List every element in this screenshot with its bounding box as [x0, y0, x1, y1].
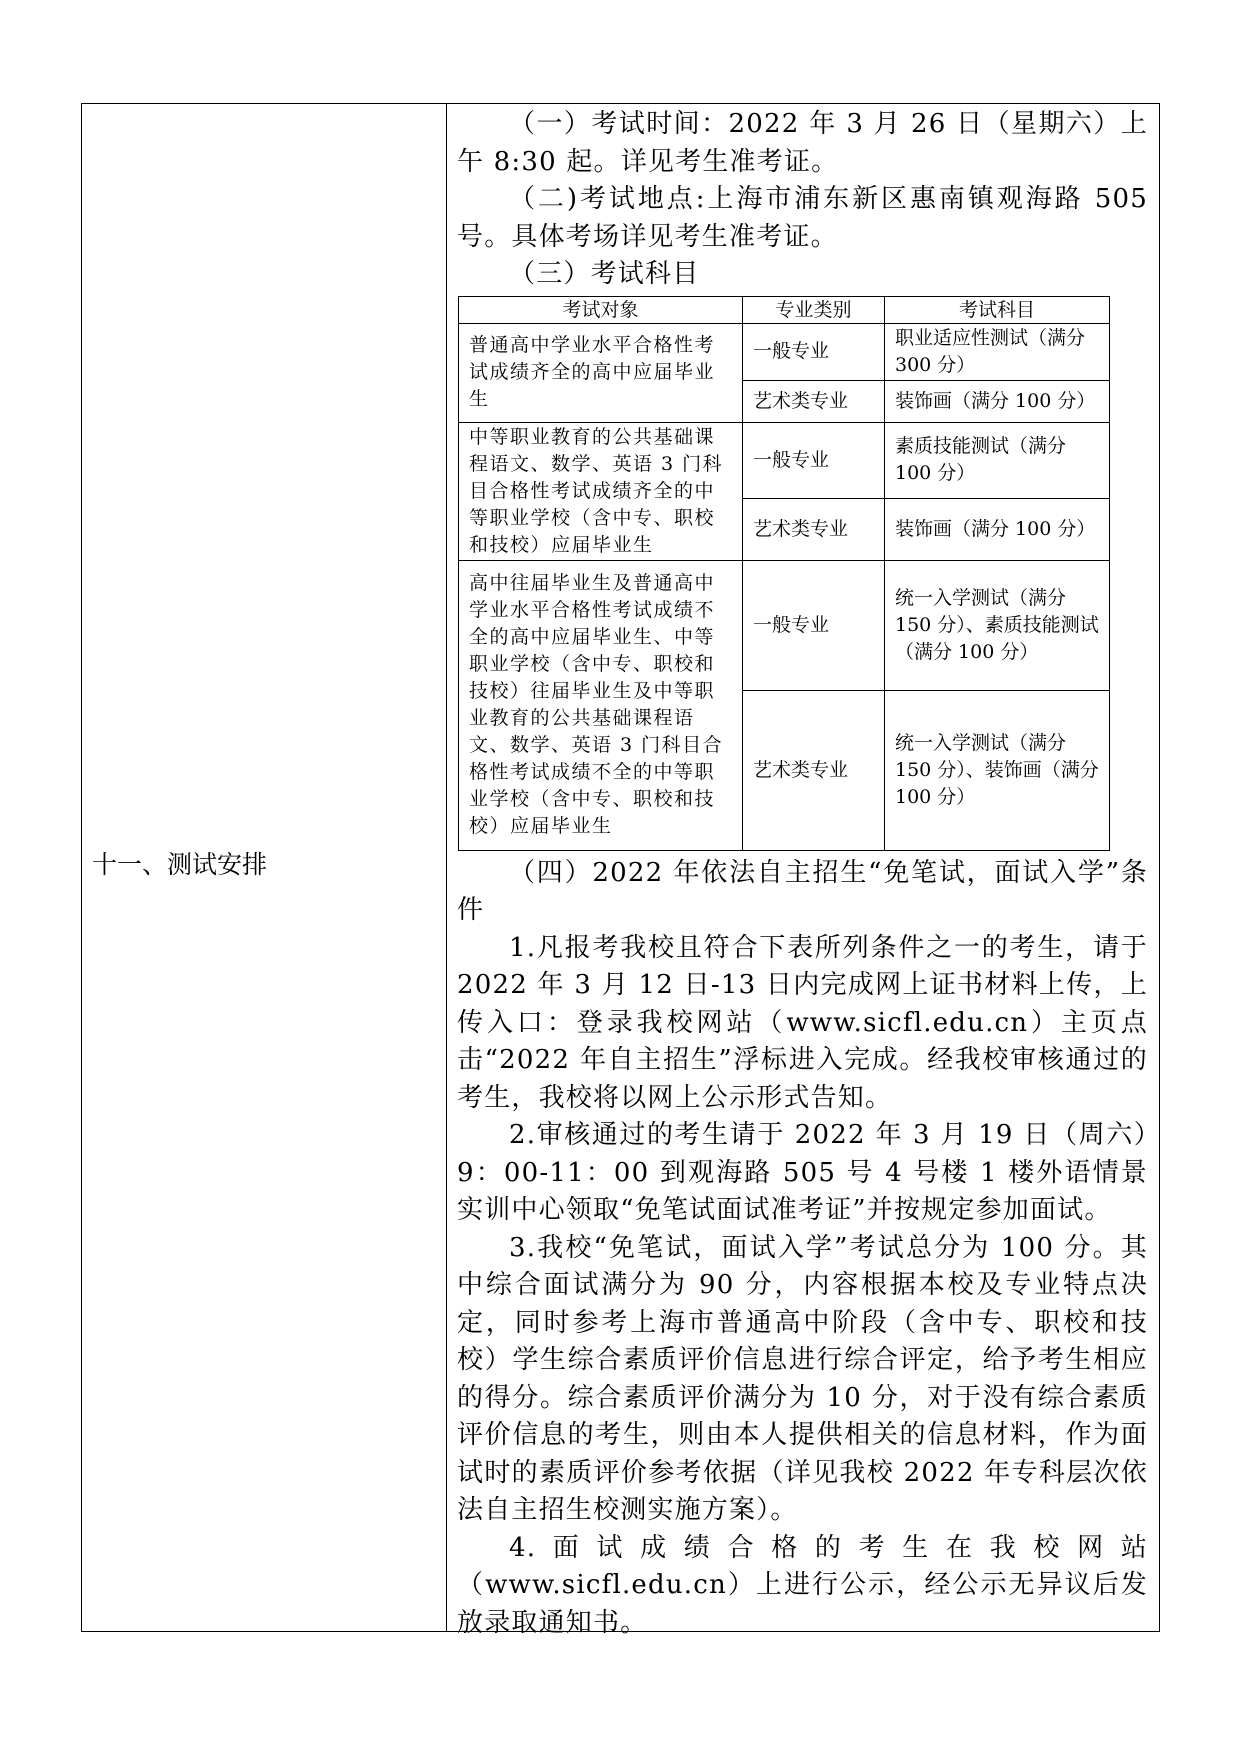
category-cell: 艺术类专业: [743, 690, 885, 850]
table-header-row: [459, 296, 1110, 323]
subject-cell: 素质技能测试（满分 100 分）: [885, 422, 1110, 499]
subject-cell: 装饰画（满分 100 分）: [885, 380, 1110, 422]
target-cell: 普通高中学业水平合格性考试成绩齐全的高中应届毕业生: [459, 323, 743, 422]
section4-item-4: 4.面试成绩合格的考生在我校网站（www.sicfl.edu.cn）上进行公示，经公示无异议后发放录取通知书。: [457, 1532, 1148, 1638]
arrangement-table: [81, 103, 1160, 1638]
section4-item-2: 2.审核通过的考生请于 2022 年 3 月 19 日（周六）9：00-11：00 到观海路 505 号 4 号楼 1 楼外语情景实训中心领取“免笔试面试准考证”并按规定参加面试。: [457, 1120, 1148, 1225]
category-cell: 一般专业: [743, 323, 885, 380]
column-divider: [446, 104, 447, 1631]
category-cell: 艺术类专业: [743, 499, 885, 560]
section4-item-3: 3.我校“免笔试，面试入学”考试总分为 100 分。其中综合面试满分为 90 分，内容根据本校及专业特点决定，同时参考上海市普通高中阶段（含中专、职校和技校）学生综合素质评价信息进行综合评定，给予考生相应的得分。综合素质评价满分为 10 分，对于没有综合素质评价信息的考生，则由本人提供相关的信息材料，作为面试时的素质评价参考依据（详见我校 2022 年专科层次依法自主招生校测实施方案）。: [457, 1232, 1148, 1525]
subject-cell: 统一入学测试（满分 150 分）、装饰画（满分 100 分）: [885, 690, 1110, 850]
table-row: [459, 323, 1110, 380]
header-category: 专业类别: [743, 296, 885, 323]
subject-cell: 统一入学测试（满分 150 分）、素质技能测试（满分 100 分）: [885, 560, 1110, 690]
table-row: [459, 422, 1110, 499]
content-cell: [457, 106, 1148, 1642]
exam-location-paragraph: （二)考试地点:上海市浦东新区惠南镇观海路 505 号。具体考场详见考生准考证。: [457, 184, 1148, 252]
table-row: [459, 560, 1110, 690]
target-cell: 高中往届毕业生及普通高中学业水平合格性考试成绩不全的高中应届毕业生、中等职业学校（含中专、职校和技校）往届毕业生及中等职业教育的公共基础课程语文、数学、英语 3 门科目合格性考试成绩不全的中等职业学校（含中专、职校和技校）应届毕业生: [459, 560, 743, 850]
subject-cell: 职业适应性测试（满分 300 分）: [885, 323, 1110, 380]
category-cell: 一般专业: [743, 560, 885, 690]
header-target: 考试对象: [459, 296, 743, 323]
exam-time-paragraph: （一）考试时间：2022 年 3 月 26 日（星期六）上午 8:30 起。详见考生准考证。: [457, 109, 1148, 177]
section4-heading: （四）2022 年依法自主招生“免笔试，面试入学”条件: [457, 857, 1148, 925]
exam-subjects-heading: （三）考试科目: [509, 259, 700, 289]
section4-item-1: 1.凡报考我校且符合下表所列条件之一的考生，请于 2022 年 3 月 12 日-13 日内完成网上证书材料上传，上传入口：登录我校网站（www.sicfl.edu.cn）主页点击“2022 年自主招生”浮标进入完成。经我校审核通过的考生，我校将以网上公示形式告知。: [457, 932, 1148, 1113]
subject-cell: 装饰画（满分 100 分）: [885, 499, 1110, 560]
row-label: 十一、测试安排: [92, 850, 268, 879]
category-cell: 艺术类专业: [743, 380, 885, 422]
header-subject: 考试科目: [885, 296, 1110, 323]
target-cell: 中等职业教育的公共基础课程语文、数学、英语 3 门科目合格性考试成绩齐全的中等职业学校（含中专、职校和技校）应届毕业生: [459, 422, 743, 560]
category-cell: 一般专业: [743, 422, 885, 499]
subjects-table: [458, 296, 1110, 851]
